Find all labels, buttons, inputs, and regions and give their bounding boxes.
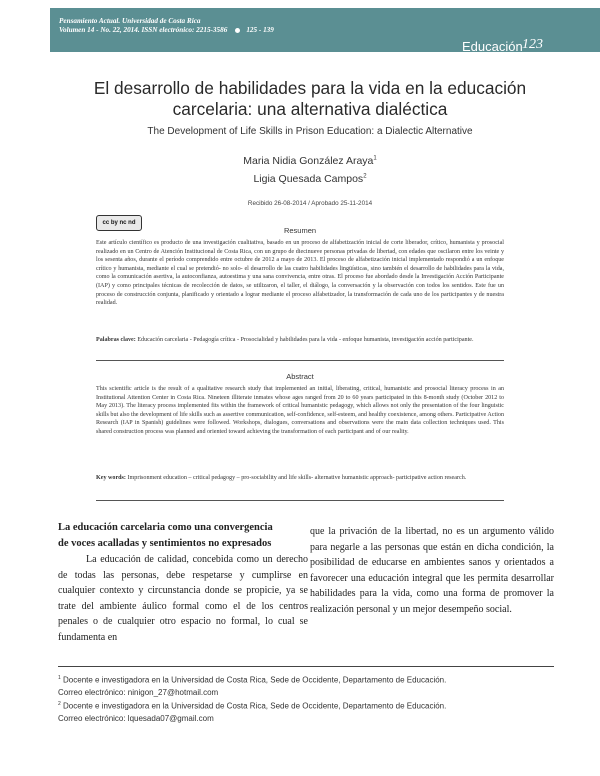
abstract-text: This scientific article is the result of a qualitative research study that implemented an initial, liberating, critical, humanistic and prosocial literacy process in an Institutional Attention Center in Costa Rica. Nineteen illiterate inmates whose ages ranged from 20 to 60 years participated in this 8-month study (October 2012 to May 2013). The literacy process implemented fits within the framework of critical humanistic pedagogy, which allows not only the presentation of the four linguistic skills but also the development of life skills such as assertive communication, self-confidence, self-esteem, and healthy coexistence, among others. Participative Action Research (IAP in Spanish) guidelines were followed. Workshops, dialogues, conversations and observations were the main data collection techniques used. This shared construction process was planned and oriented toward achieving the transformation of each participant and of our reality.	[96, 386, 504, 435]
journal-info	[59, 17, 274, 35]
received-approved-dates: Recibido 26-08-2014 / Aprobado 25-11-2014	[247, 200, 373, 207]
section-heading: La educación carcelaria como una convergencia de voces acalladas y sentimientos no expresados	[58, 522, 273, 549]
body-column-left: La educación de calidad, concebida como un derecho de todas las personas, debe respetarse y cumplirse en cualquier contexto y circunstancia donde se propicie, ya se trate del ambiente áulico formal como el de los centros penales o de cualquier otro espacio no formal, lo cual se fundamenta en	[58, 554, 308, 643]
journal-volume: Volumen 14 - No. 22, 2014. ISSN electrónico: 2215-3586 125 - 139	[59, 26, 274, 34]
section-label: Educación	[462, 39, 523, 54]
footnote-2: $^2$ Docente e investigadora en la Universidad de Costa Rica, Sede de Occidente, Departamento de Educación. Correo electrónico: lquesada07@gmail.com	[58, 701, 447, 723]
journal-pages: 125 - 139	[246, 26, 274, 34]
resumen-text: Este artículo científico es producto de una investigación cualitativa, basado en un proceso de alfabetización inicial de corte liberador, crítico, humanista y prosocial realizado en un Centro de Atención Institucional de Costa Rica, con un grupo de diecinueve personas privadas de libertad, con edades que oscilaron entre los veinte y los sesenta años, durante el período comprendido entre octubre de 2012 a mayo de 2013. El proceso de alfabetización inicial implementado respondió a un enfoque crítico y humanista, mediante el cual se pretendió- no solo- el desarrollo de las cuatro habilidades lingüísticas, sino también el desarrollo de habilidades para la vida, como la comunicación asertiva, la autoconfianza, autoestima y una sana convivencia, entre otras. El proceso fue abordado desde la Investigación Acción Participante (IAP) y como principales técnicas de recolección de datos, se utilizaron, el taller, el diálogo, la conversación y la observación con todos los sentidos. Este fue un proceso de construcción conjunta, planificado y orientado a lograr mediante el proceso alfabetizador, la transformación de cada uno de los participantes y de nuestra realidad.	[96, 240, 504, 307]
author-2: Ligia Quesada Campos$^2$	[253, 173, 367, 185]
bullet-icon	[235, 28, 240, 33]
divider	[96, 360, 504, 361]
article-subtitle: The Development of Life Skills in Prison Education: a Dialectic Alternative	[147, 126, 473, 137]
journal-name: Pensamiento Actual. Universidad de Costa Rica	[59, 17, 201, 25]
author-1: Maria Nidia González Araya$^1$	[243, 155, 377, 167]
article-title: El desarrollo de habilidades para la vida en la educación carcelaria: una alternativa dialéctica	[93, 78, 527, 119]
abstract-keywords: Key words: Imprisonment education – critical pedagogy – pro-sociability and life skills- alternative humanistic approach- participative action research.	[96, 475, 467, 481]
footnote-1: $^1$ Docente e investigadora en la Universidad de Costa Rica, Sede de Occidente, Departamento de Educación. Correo electrónico: ninigon_27@hotmail.com	[58, 675, 447, 697]
abstract-heading: Abstract	[286, 372, 314, 381]
footnote-divider	[58, 666, 554, 667]
creative-commons-icon: cc by nc nd	[96, 215, 142, 231]
divider	[96, 500, 504, 501]
page-number: 123	[522, 37, 543, 52]
resumen-heading: Resumen	[283, 226, 317, 235]
resumen-keywords: Palabras clave: Educación carcelaria - Pedagogía crítica - Prosocialidad y habilidades para la vida - enfoque humanista, investigación acción participante.	[96, 337, 474, 343]
body-column-right: que la privación de la libertad, no es un argumento válido para negarle a las personas que están en dicha condición, la posibilidad de educarse en ambientes sanos y orientados a favorecer una educación integral que les permita desarrollar habilidades para la vida, como una forma de promover la realización personal y un mejor desempeño social.	[310, 526, 554, 615]
